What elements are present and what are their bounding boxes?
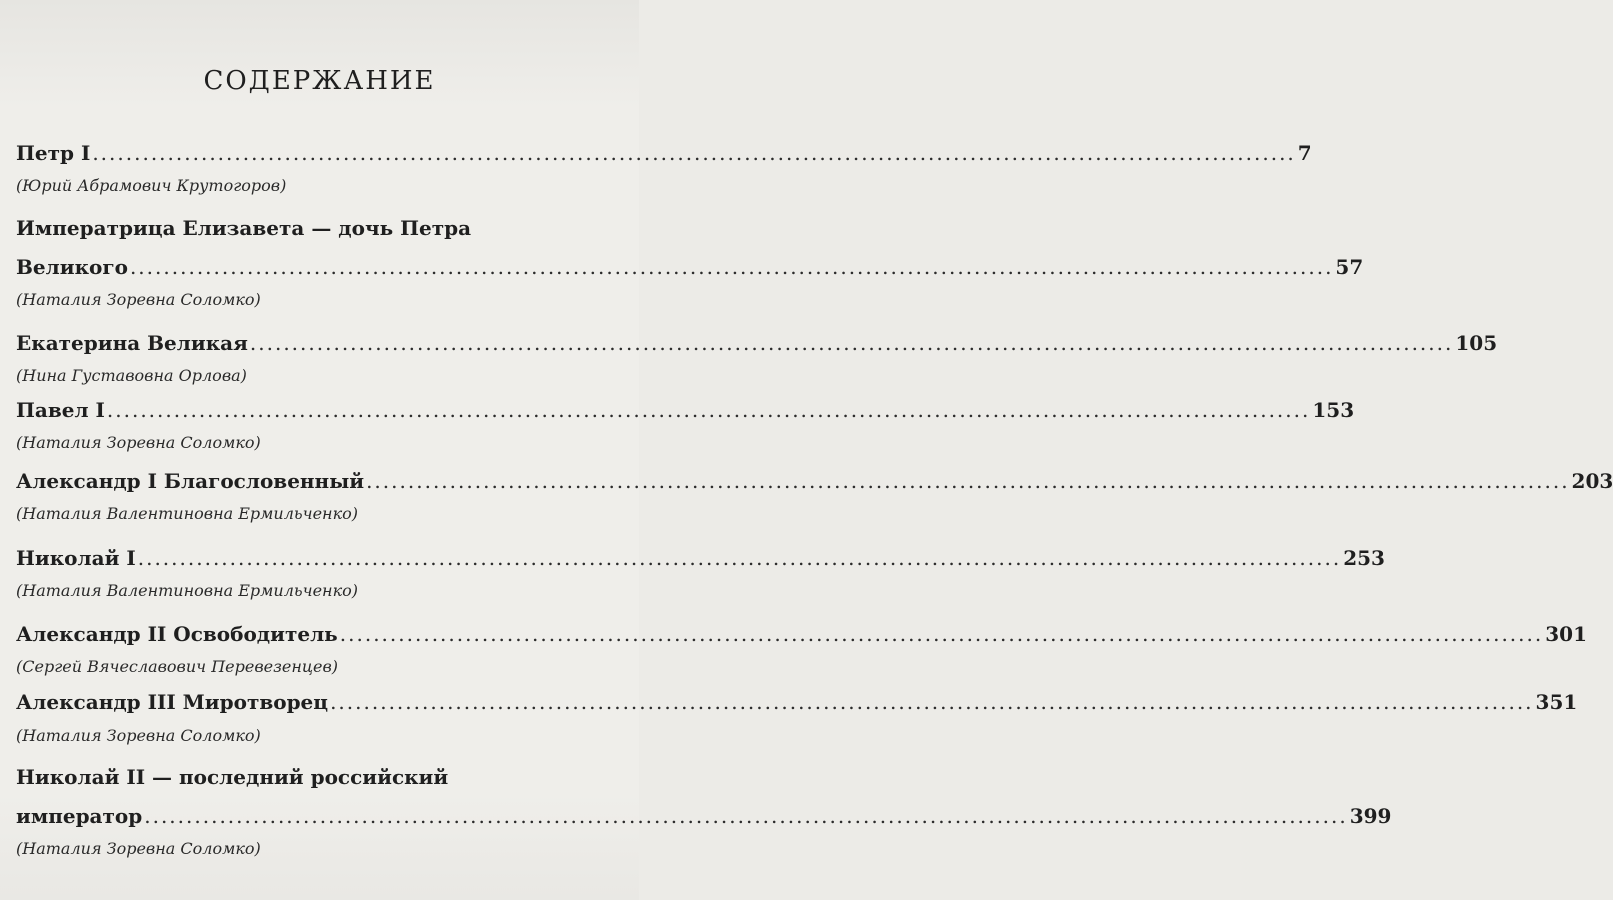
toc-entry-author: (Наталия Валентиновна Ермильченко) [16, 581, 359, 600]
toc-entry[interactable] [16, 396, 1355, 424]
dot-leader: ................................................................................................................................................ [106, 398, 1311, 422]
toc-entry-page: 7 [1297, 141, 1312, 165]
toc-entry-title: Петр I [16, 141, 91, 165]
dot-leader: ................................................................................................................................................ [144, 804, 1348, 828]
dot-leader: ................................................................................................................................................ [129, 255, 1334, 279]
toc-entry-title: император [16, 804, 143, 828]
toc-entry-author: (Наталия Зоревна Соломко) [16, 726, 261, 745]
toc-entry[interactable] [16, 544, 1385, 572]
page-title: СОДЕРЖАНИЕ [203, 66, 436, 96]
toc-entry-page: 301 [1545, 622, 1587, 646]
dot-leader: ................................................................................................................................................ [330, 690, 1534, 714]
toc-entry-author: (Наталия Зоревна Соломко) [16, 290, 261, 309]
dot-leader: ................................................................................................................................................ [137, 546, 1342, 570]
toc-entry-author: (Наталия Зоревна Соломко) [16, 839, 261, 858]
toc-entry-page: 203 [1571, 469, 1613, 493]
toc-entry-page: 399 [1349, 804, 1392, 828]
toc-entry-title: Александр III Миротворец [16, 690, 329, 714]
toc-entry-title: Александр II Освободитель [16, 622, 338, 646]
toc-entry-page: 351 [1535, 690, 1578, 714]
toc-entry-page: 57 [1335, 255, 1364, 279]
toc-entry-title-line1[interactable]: Николай II — последний российский [16, 765, 449, 789]
dot-leader: ................................................................................................................................................ [92, 141, 1296, 165]
toc-entry-title: Александр I Благословенный [16, 469, 365, 493]
toc-entry-author: (Нина Густавовна Орлова) [16, 366, 247, 385]
toc-entry[interactable] [16, 329, 1498, 357]
toc-entry[interactable] [16, 620, 1587, 648]
toc-entry-title-line1[interactable]: Императрица Елизавета — дочь Петра [16, 216, 472, 240]
toc-entry-page: 153 [1312, 398, 1355, 422]
toc-entry[interactable] [16, 253, 1364, 281]
toc-entry-title: Великого [16, 255, 128, 279]
toc-entry-title: Николай I [16, 546, 136, 570]
dot-leader: ................................................................................................................................................ [249, 331, 1454, 355]
toc-entry[interactable] [16, 802, 1392, 830]
toc-entry-author: (Наталия Валентиновна Ермильченко) [16, 504, 359, 523]
toc-entry[interactable] [16, 467, 1613, 495]
toc-entry-author: (Сергей Вячеславович Перевезенцев) [16, 657, 339, 676]
toc-entry-page: 253 [1343, 546, 1385, 570]
dot-leader: ................................................................................................................................................ [339, 622, 1544, 646]
toc-entry[interactable] [16, 139, 1312, 167]
dot-leader: ................................................................................................................................................ [366, 469, 1570, 493]
toc-entry-author: (Юрий Абрамович Крутогоров) [16, 176, 287, 195]
toc-entry-title: Екатерина Великая [16, 331, 248, 355]
toc-entry-author: (Наталия Зоревна Соломко) [16, 433, 261, 452]
toc-entry-title: Павел I [16, 398, 105, 422]
toc-entry[interactable] [16, 688, 1578, 716]
toc-entry-page: 105 [1455, 331, 1498, 355]
